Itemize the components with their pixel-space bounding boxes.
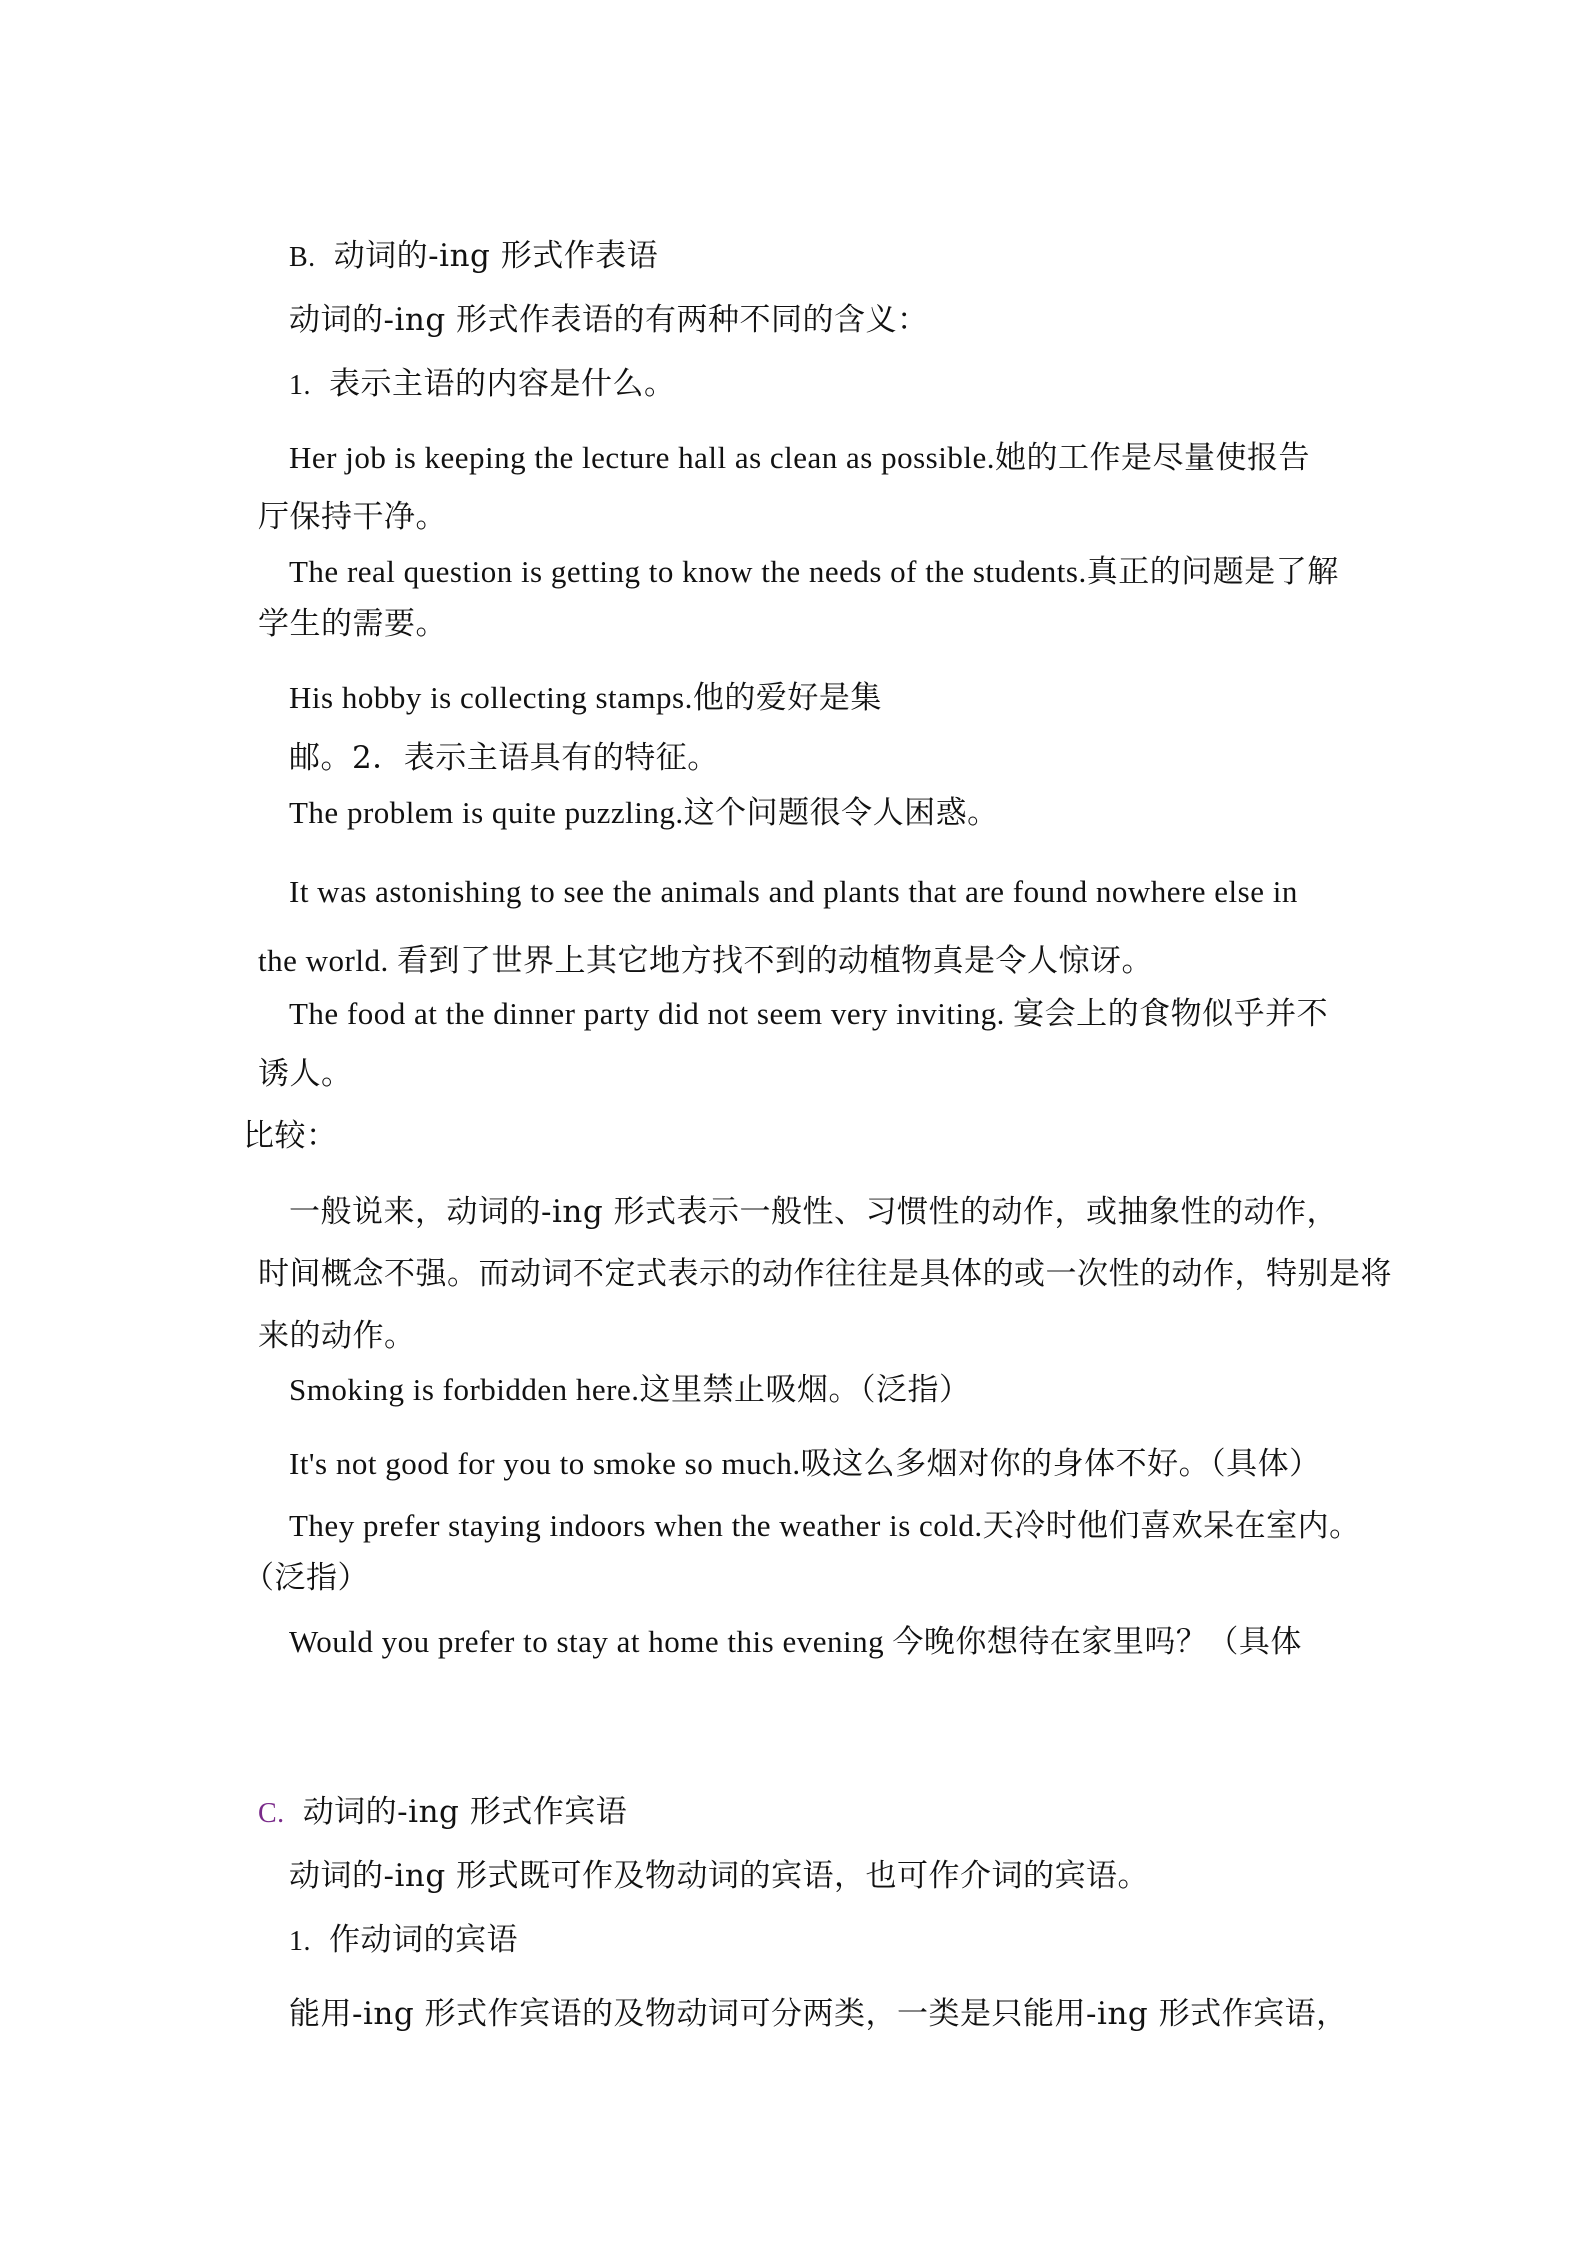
example-1-line-1: Her job is keeping the lecture hall as clean as possible.她的工作是尽量使报告 — [289, 440, 1310, 475]
section-c-marker: C. — [258, 1798, 285, 1829]
section-c-item1 — [289, 1920, 518, 1962]
example-6-line-1: The food at the dinner party did not seem very inviting. 宴会上的食物似乎并不 — [289, 996, 1329, 1031]
example-3-line-1: His hobby is collecting stamps.他的爱好是集 — [289, 680, 882, 715]
section-b-item1 — [289, 364, 676, 406]
compare-example-3-line-1: They prefer staying indoors when the weather is cold.天冷时他们喜欢呆在室内。 — [289, 1508, 1361, 1543]
example-2-line-1: The real question is getting to know the needs of the students.真正的问题是了解 — [289, 554, 1339, 589]
compare-para-line-3: 来的动作。 — [258, 1318, 416, 1354]
section-b-item1-text: 表示主语的内容是什么。 — [329, 366, 676, 402]
compare-example-1: Smoking is forbidden here.这里禁止吸烟。（泛指） — [289, 1372, 971, 1407]
example-3-line-2: 邮。2．表示主语具有的特征。 — [289, 740, 719, 776]
section-b-heading — [289, 236, 658, 278]
compare-example-3-line-2: （泛指） — [243, 1560, 369, 1596]
section-b-heading-text: 动词的-ing 形式作表语 — [333, 238, 659, 274]
section-c-item1-marker: 1. — [289, 1926, 311, 1957]
example-6-line-2: 诱人。 — [258, 1056, 353, 1092]
compare-para-line-1: 一般说来，动词的-ing 形式表示一般性、习惯性的动作，或抽象性的动作， — [289, 1194, 1339, 1230]
compare-label: 比较： — [243, 1118, 338, 1154]
example-5-line-2: the world. 看到了世界上其它地方找不到的动植物真是令人惊讶。 — [258, 943, 1153, 978]
section-c-heading — [258, 1792, 627, 1834]
section-c-para-1: 能用-ing 形式作宾语的及物动词可分两类，一类是只能用-ing 形式作宾语， — [289, 1996, 1348, 2032]
compare-para-line-2: 时间概念不强。而动词不定式表示的动作往往是具体的或一次性的动作，特别是将 — [258, 1256, 1392, 1292]
example-1-line-2: 厅保持干净。 — [258, 499, 447, 535]
example-5-line-1: It was astonishing to see the animals and plants that are found nowhere else in — [289, 874, 1298, 909]
compare-example-4: Would you prefer to stay at home this evening 今晚你想待在家里吗？（具体 — [289, 1624, 1302, 1659]
section-b-marker: B. — [289, 242, 316, 273]
section-b-intro: 动词的-ing 形式作表语的有两种不同的含义： — [289, 302, 929, 338]
example-2-line-2: 学生的需要。 — [258, 606, 447, 642]
section-c-heading-text: 动词的-ing 形式作宾语 — [302, 1794, 628, 1830]
example-4: The problem is quite puzzling.这个问题很令人困惑。 — [289, 795, 999, 830]
compare-example-2: It's not good for you to smoke so much.吸这么多烟对你的身体不好。（具体） — [289, 1446, 1321, 1481]
section-c-intro: 动词的-ing 形式既可作及物动词的宾语，也可作介词的宾语。 — [289, 1858, 1150, 1894]
section-c-item1-text: 作动词的宾语 — [329, 1922, 518, 1958]
section-b-item1-marker: 1. — [289, 370, 311, 401]
